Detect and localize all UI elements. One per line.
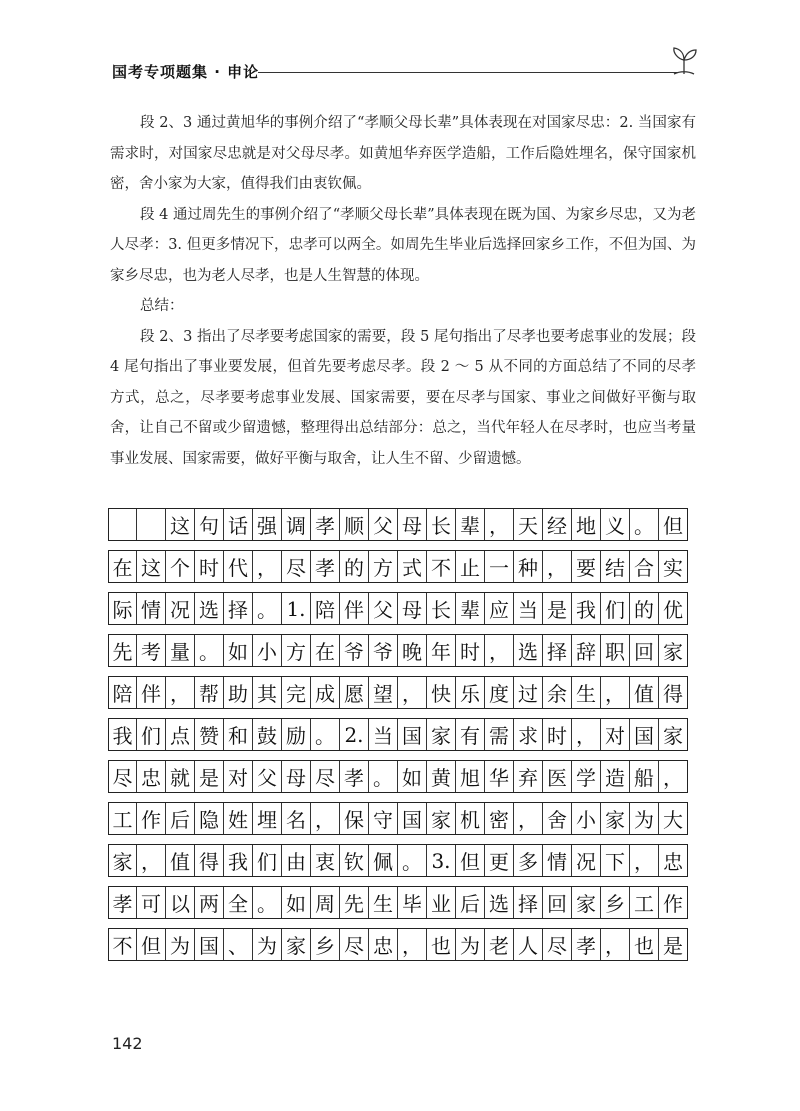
grid-cell: 地: [572, 509, 601, 540]
grid-cell: ，: [601, 677, 630, 708]
grid-cell: 如: [398, 761, 427, 792]
grid-cell: 学: [572, 761, 601, 792]
grid-cell: 小: [253, 635, 282, 666]
grid-cell: 孝: [572, 929, 601, 960]
grid-cell: 弃: [514, 761, 543, 792]
grid-cell: 情: [137, 593, 166, 624]
grid-cell: 晚: [398, 635, 427, 666]
grid-cell: 过: [514, 677, 543, 708]
grid-cell: 旭: [456, 761, 485, 792]
grid-row: [108, 760, 688, 793]
paragraph-2: 段 4 通过周先生的事例介绍了“孝顺父母长辈”具体表现在既为国、为家乡尽忠，又为老人尽孝：3. 但更多情况下，忠孝可以两全。如周先生毕业后选择回家乡工作，不但为国、为家乡尽忠，也为老人尽孝，也是人生智慧的体现。: [110, 206, 696, 284]
grid-cell: ，: [485, 509, 514, 540]
grid-cell: 爷: [369, 635, 398, 666]
paragraph-summary: 段 2、3 指出了尽孝要考虑国家的需要，段 5 尾句指出了尽孝也要考虑事业的发展；段 4 尾句指出了事业要发展，但首先要考虑尽孝。段 2 ～ 5 从不同的方面总结了不同的尽孝方式，总之，尽孝要考虑事业发展、国家需要，要在尽孝与国家、事业之间做好平衡与取舍，让自己不留或少留遗憾，整理得出总结部分：总之，当代年轻人在尽孝时，也应当考量事业发展、国家需要，做好平衡与取舍，让人生不留、少留遗憾。: [110, 328, 696, 467]
grid-cell: ，: [398, 929, 427, 960]
grid-cell: 尽: [282, 551, 311, 582]
grid-cell: 和: [224, 719, 253, 750]
grid-cell: 鼓: [253, 719, 282, 750]
grid-cell: 愿: [340, 677, 369, 708]
grid-cell: 老: [485, 929, 514, 960]
grid-cell: 种: [514, 551, 543, 582]
grid-cell: 孝: [311, 551, 340, 582]
grid-cell: 3.: [427, 845, 456, 876]
grid-cell: 时: [195, 551, 224, 582]
grid-cell: 毕: [398, 887, 427, 918]
grid-cell: 船: [630, 761, 659, 792]
grid-cell: 顺: [340, 509, 369, 540]
grid-row: [108, 928, 688, 961]
grid-cell: 密: [485, 803, 514, 834]
grid-cell: 孝: [340, 761, 369, 792]
grid-cell: 、: [224, 929, 253, 960]
grid-cell: [137, 509, 166, 540]
grid-cell: 孝: [108, 887, 137, 918]
grid-cell: 们: [601, 593, 630, 624]
grid-cell: 我: [108, 719, 137, 750]
grid-cell: 父: [369, 593, 398, 624]
grid-cell: 作: [659, 887, 688, 918]
grid-row: [108, 844, 688, 877]
grid-cell: 多: [514, 845, 543, 876]
grid-cell: 不: [108, 929, 137, 960]
grid-cell: 母: [282, 761, 311, 792]
grid-cell: 辈: [456, 509, 485, 540]
grid-cell: 优: [659, 593, 688, 624]
grid-cell: 先: [108, 635, 137, 666]
grid-cell: 选: [195, 593, 224, 624]
grid-cell: 如: [282, 887, 311, 918]
grid-cell: 为: [630, 803, 659, 834]
grid-cell: 的: [340, 551, 369, 582]
grid-cell: 年: [427, 635, 456, 666]
grid-cell: ，: [253, 551, 282, 582]
grid-row: [108, 886, 688, 919]
grid-cell: ，: [398, 677, 427, 708]
grid-cell: 作: [137, 803, 166, 834]
grid-cell: 全: [224, 887, 253, 918]
grid-cell: 尽: [311, 761, 340, 792]
grid-cell: 陪: [311, 593, 340, 624]
grid-cell: 为: [253, 929, 282, 960]
grid-cell: 值: [166, 845, 195, 876]
answer-sheet-grid: [108, 508, 688, 970]
grid-cell: 国: [398, 803, 427, 834]
grid-cell: 也: [427, 929, 456, 960]
running-header-title: 国考专项题集 · 申论: [112, 63, 260, 81]
grid-cell: 实: [659, 551, 688, 582]
grid-cell: 生: [369, 887, 398, 918]
page-number: 142: [112, 1034, 143, 1053]
grid-cell: 天: [514, 509, 543, 540]
grid-cell: 辈: [456, 593, 485, 624]
paragraph-1: 段 2、3 通过黄旭华的事例介绍了“孝顺父母长辈”具体表现在对国家尽忠：2. 当国家有需求时，对国家尽忠就是对父母尽孝。如黄旭华弃医学造船，工作后隐姓埋名，保守国家机密，舍小家为大家，值得我们由衷钦佩。: [110, 115, 696, 192]
grid-cell: 回: [630, 635, 659, 666]
grid-cell: 乡: [311, 929, 340, 960]
grid-cell: 黄: [427, 761, 456, 792]
grid-cell: 为: [166, 929, 195, 960]
grid-cell: 国: [398, 719, 427, 750]
grid-cell: 择: [514, 887, 543, 918]
sprout-leaf-icon: [670, 44, 698, 76]
grid-cell: 成: [311, 677, 340, 708]
grid-row: [108, 802, 688, 835]
grid-cell: 伴: [340, 593, 369, 624]
grid-cell: 是: [543, 593, 572, 624]
grid-cell: 经: [543, 509, 572, 540]
grid-cell: 调: [282, 509, 311, 540]
grid-cell: 点: [166, 719, 195, 750]
grid-row: [108, 634, 688, 667]
grid-cell: 代: [224, 551, 253, 582]
grid-cell: 隐: [195, 803, 224, 834]
grid-cell: 不: [427, 551, 456, 582]
grid-cell: 两: [195, 887, 224, 918]
grid-cell: 家: [659, 719, 688, 750]
grid-cell: 忠: [137, 761, 166, 792]
grid-cell: 父: [369, 509, 398, 540]
grid-cell: 时: [456, 635, 485, 666]
grid-cell: 但: [456, 845, 485, 876]
grid-cell: 。: [253, 887, 282, 918]
grid-cell: ，: [601, 929, 630, 960]
grid-cell: 这: [166, 509, 195, 540]
grid-row: [108, 550, 688, 583]
grid-cell: ，: [572, 719, 601, 750]
grid-cell: 长: [427, 593, 456, 624]
grid-cell: 时: [543, 719, 572, 750]
grid-cell: 尽: [340, 929, 369, 960]
grid-cell: 后: [456, 887, 485, 918]
grid-cell: 有: [456, 719, 485, 750]
grid-cell: 小: [572, 803, 601, 834]
grid-cell: 保: [340, 803, 369, 834]
grid-cell: 后: [166, 803, 195, 834]
grid-cell: ，: [514, 803, 543, 834]
grid-cell: 家: [659, 635, 688, 666]
grid-cell: 忠: [659, 845, 688, 876]
grid-cell: [108, 509, 137, 540]
grid-cell: 由: [282, 845, 311, 876]
grid-cell: 合: [630, 551, 659, 582]
grid-row: [108, 718, 688, 751]
grid-cell: 况: [166, 593, 195, 624]
grid-cell: 方: [282, 635, 311, 666]
grid-cell: 这: [137, 551, 166, 582]
grid-cell: 忠: [369, 929, 398, 960]
grid-cell: 下: [601, 845, 630, 876]
grid-cell: 医: [543, 761, 572, 792]
grid-cell: 。: [630, 509, 659, 540]
grid-cell: 当: [369, 719, 398, 750]
grid-cell: 求: [514, 719, 543, 750]
grid-cell: 为: [456, 929, 485, 960]
grid-cell: 方: [369, 551, 398, 582]
grid-cell: 佩: [369, 845, 398, 876]
grid-cell: ，: [166, 677, 195, 708]
grid-cell: ，: [630, 845, 659, 876]
grid-cell: 国: [630, 719, 659, 750]
grid-cell: 强: [253, 509, 282, 540]
grid-cell: 母: [398, 593, 427, 624]
grid-cell: 家: [601, 803, 630, 834]
grid-row: [108, 508, 688, 541]
grid-cell: 快: [427, 677, 456, 708]
grid-cell: 一: [485, 551, 514, 582]
grid-cell: ，: [485, 635, 514, 666]
grid-cell: 以: [166, 887, 195, 918]
grid-row: [108, 592, 688, 625]
grid-cell: 。: [369, 761, 398, 792]
grid-cell: 长: [427, 509, 456, 540]
grid-cell: 量: [166, 635, 195, 666]
grid-cell: 需: [485, 719, 514, 750]
grid-cell: 人: [514, 929, 543, 960]
grid-cell: 如: [224, 635, 253, 666]
grid-cell: 衷: [311, 845, 340, 876]
grid-cell: 句: [195, 509, 224, 540]
grid-cell: 家: [108, 845, 137, 876]
grid-cell: 名: [282, 803, 311, 834]
grid-cell: 式: [398, 551, 427, 582]
grid-cell: 姓: [224, 803, 253, 834]
grid-cell: 是: [195, 761, 224, 792]
grid-cell: 周: [311, 887, 340, 918]
grid-cell: 生: [572, 677, 601, 708]
grid-cell: 得: [195, 845, 224, 876]
grid-cell: 的: [630, 593, 659, 624]
grid-cell: 我: [572, 593, 601, 624]
grid-cell: 伴: [137, 677, 166, 708]
paragraph-summary-heading: 总结：: [140, 298, 184, 314]
grid-cell: 父: [253, 761, 282, 792]
grid-cell: 帮: [195, 677, 224, 708]
grid-cell: ，: [137, 845, 166, 876]
grid-cell: 辞: [572, 635, 601, 666]
grid-cell: 大: [659, 803, 688, 834]
grid-cell: 舍: [543, 803, 572, 834]
grid-cell: ，: [543, 551, 572, 582]
grid-cell: 工: [630, 887, 659, 918]
grid-cell: 母: [398, 509, 427, 540]
grid-cell: 话: [224, 509, 253, 540]
grid-cell: 家: [427, 803, 456, 834]
grid-cell: 择: [543, 635, 572, 666]
grid-cell: 钦: [340, 845, 369, 876]
grid-cell: 业: [427, 887, 456, 918]
grid-cell: 要: [572, 551, 601, 582]
grid-cell: 完: [282, 677, 311, 708]
grid-cell: 家: [427, 719, 456, 750]
grid-cell: 。: [195, 635, 224, 666]
grid-cell: 际: [108, 593, 137, 624]
grid-cell: 回: [543, 887, 572, 918]
grid-cell: 工: [108, 803, 137, 834]
grid-row: [108, 676, 688, 709]
grid-cell: 造: [601, 761, 630, 792]
grid-cell: 值: [630, 677, 659, 708]
grid-cell: 乡: [601, 887, 630, 918]
grid-cell: 我: [224, 845, 253, 876]
grid-cell: 更: [485, 845, 514, 876]
grid-cell: 结: [601, 551, 630, 582]
grid-cell: 2.: [340, 719, 369, 750]
grid-cell: 度: [485, 677, 514, 708]
header-dashed-rule: [258, 72, 678, 73]
grid-cell: 对: [224, 761, 253, 792]
grid-cell: 择: [224, 593, 253, 624]
grid-cell: 选: [485, 887, 514, 918]
grid-cell: 但: [137, 929, 166, 960]
grid-cell: 孝: [311, 509, 340, 540]
grid-cell: 尽: [108, 761, 137, 792]
grid-cell: 职: [601, 635, 630, 666]
grid-cell: 守: [369, 803, 398, 834]
grid-cell: 家: [572, 887, 601, 918]
grid-cell: 其: [253, 677, 282, 708]
grid-cell: ，: [659, 761, 688, 792]
grid-cell: 先: [340, 887, 369, 918]
grid-cell: 1.: [282, 593, 311, 624]
grid-cell: 望: [369, 677, 398, 708]
grid-cell: 机: [456, 803, 485, 834]
grid-cell: 爷: [340, 635, 369, 666]
grid-cell: 选: [514, 635, 543, 666]
explanation-text: [110, 108, 696, 474]
grid-cell: 但: [659, 509, 688, 540]
grid-cell: 就: [166, 761, 195, 792]
grid-cell: 情: [543, 845, 572, 876]
grid-cell: 个: [166, 551, 195, 582]
grid-cell: 应: [485, 593, 514, 624]
grid-cell: 。: [311, 719, 340, 750]
grid-cell: 也: [630, 929, 659, 960]
grid-cell: 乐: [456, 677, 485, 708]
grid-cell: 们: [137, 719, 166, 750]
grid-cell: 。: [253, 593, 282, 624]
grid-cell: 是: [659, 929, 688, 960]
grid-cell: 考: [137, 635, 166, 666]
grid-cell: 尽: [543, 929, 572, 960]
grid-cell: 陪: [108, 677, 137, 708]
grid-cell: 埋: [253, 803, 282, 834]
grid-cell: 助: [224, 677, 253, 708]
grid-cell: 得: [659, 677, 688, 708]
grid-cell: 对: [601, 719, 630, 750]
grid-cell: 可: [137, 887, 166, 918]
grid-cell: 赞: [195, 719, 224, 750]
grid-cell: 华: [485, 761, 514, 792]
grid-cell: 在: [108, 551, 137, 582]
grid-cell: 义: [601, 509, 630, 540]
grid-cell: 止: [456, 551, 485, 582]
grid-cell: 家: [282, 929, 311, 960]
grid-cell: 。: [398, 845, 427, 876]
grid-cell: 况: [572, 845, 601, 876]
grid-cell: 们: [253, 845, 282, 876]
grid-cell: 余: [543, 677, 572, 708]
grid-cell: 当: [514, 593, 543, 624]
grid-cell: 励: [282, 719, 311, 750]
grid-cell: 国: [195, 929, 224, 960]
grid-cell: 在: [311, 635, 340, 666]
grid-cell: ，: [311, 803, 340, 834]
